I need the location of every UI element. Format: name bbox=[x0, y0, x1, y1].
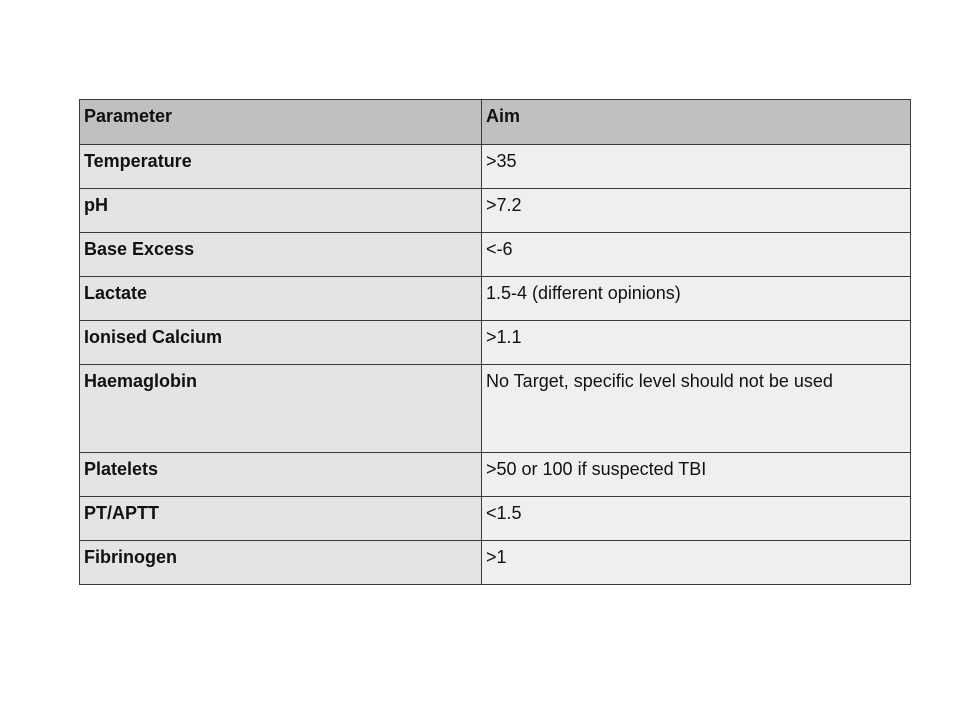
parameter-cell: Temperature bbox=[80, 145, 482, 189]
table-row bbox=[80, 453, 911, 497]
parameter-cell: pH bbox=[80, 189, 482, 233]
targets-table bbox=[79, 99, 911, 585]
aim-cell: No Target, specific level should not be used bbox=[482, 365, 911, 453]
table-row bbox=[80, 277, 911, 321]
table-header-row bbox=[80, 100, 911, 145]
table-row bbox=[80, 233, 911, 277]
parameter-cell: Fibrinogen bbox=[80, 541, 482, 585]
table-row bbox=[80, 189, 911, 233]
aim-cell: >1.1 bbox=[482, 321, 911, 365]
aim-cell: >7.2 bbox=[482, 189, 911, 233]
aim-cell: >1 bbox=[482, 541, 911, 585]
table-row bbox=[80, 365, 911, 453]
table-row bbox=[80, 497, 911, 541]
parameter-cell: Platelets bbox=[80, 453, 482, 497]
parameter-cell: Haemaglobin bbox=[80, 365, 482, 453]
targets-table-container bbox=[79, 99, 910, 585]
aim-cell: >50 or 100 if suspected TBI bbox=[482, 453, 911, 497]
parameter-cell: PT/APTT bbox=[80, 497, 482, 541]
table-row bbox=[80, 541, 911, 585]
aim-cell: <-6 bbox=[482, 233, 911, 277]
parameter-cell: Base Excess bbox=[80, 233, 482, 277]
table-row bbox=[80, 321, 911, 365]
header-parameter: Parameter bbox=[80, 100, 482, 145]
aim-cell: 1.5-4 (different opinions) bbox=[482, 277, 911, 321]
header-aim: Aim bbox=[482, 100, 911, 145]
parameter-cell: Lactate bbox=[80, 277, 482, 321]
aim-cell: <1.5 bbox=[482, 497, 911, 541]
aim-cell: >35 bbox=[482, 145, 911, 189]
table-row bbox=[80, 145, 911, 189]
parameter-cell: Ionised Calcium bbox=[80, 321, 482, 365]
